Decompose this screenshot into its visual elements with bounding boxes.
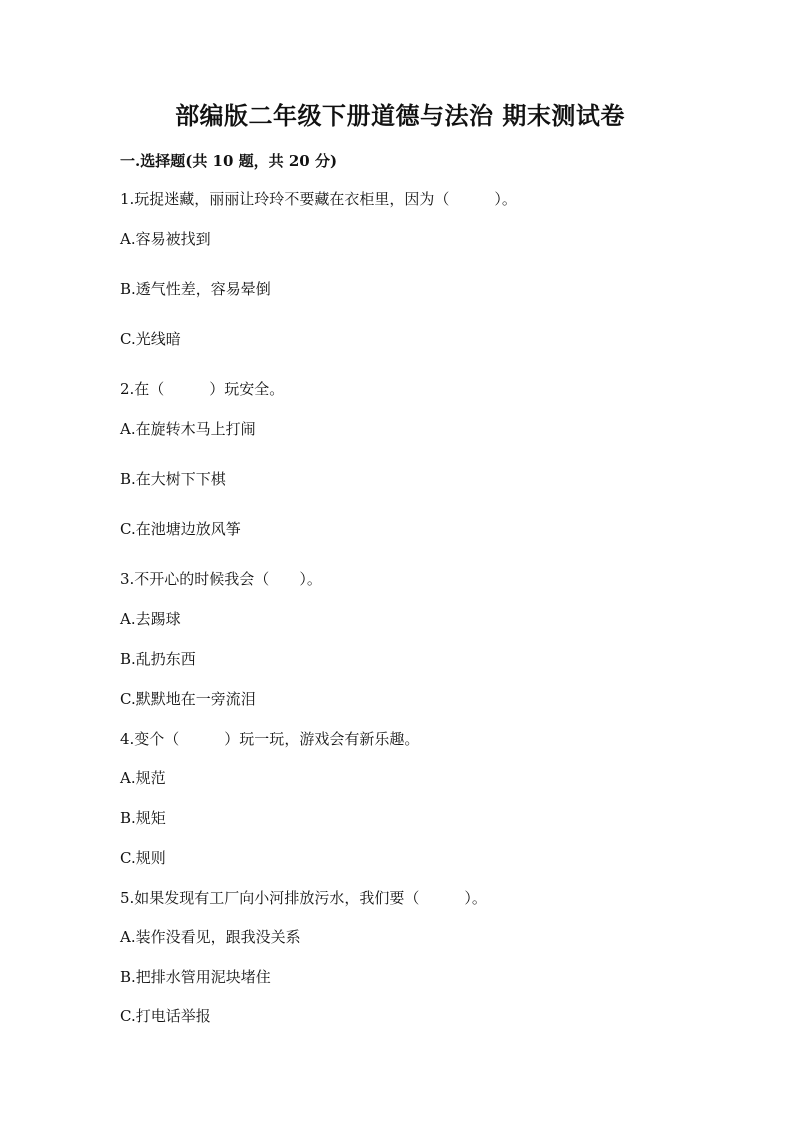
question-1-option-c: C.光线暗 — [120, 330, 181, 348]
question-1-stem: 1.玩捉迷藏，丽丽让玲玲不要藏在衣柜里，因为（ ）。 — [120, 190, 517, 208]
question-4-option-c: C.规则 — [120, 849, 166, 867]
question-2-option-b: B.在大树下下棋 — [120, 470, 226, 488]
page-title: 部编版二年级下册道德与法治 期末测试卷 — [175, 101, 625, 130]
question-5-option-b: B.把排水管用泥块堵住 — [120, 968, 271, 986]
question-2-option-a: A.在旋转木马上打闹 — [120, 420, 256, 438]
question-4-option-a: A.规范 — [120, 769, 166, 787]
question-5-stem: 5.如果发现有工厂向小河排放污水，我们要（ ）。 — [120, 889, 487, 907]
question-4-option-b: B.规矩 — [120, 809, 166, 827]
question-5-option-a: A.装作没看见，跟我没关系 — [120, 928, 301, 946]
question-1-option-a: A.容易被找到 — [120, 230, 211, 248]
question-2-option-c: C.在池塘边放风筝 — [120, 520, 241, 538]
question-3-option-b: B.乱扔东西 — [120, 650, 196, 668]
question-2-stem: 2.在（ ）玩安全。 — [120, 380, 285, 398]
section-heading: 一.选择题(共 10 题，共 20 分) — [120, 152, 338, 170]
question-3-stem: 3.不开心的时候我会（ ）。 — [120, 570, 322, 588]
question-4-stem: 4.变个（ ）玩一玩，游戏会有新乐趣。 — [120, 730, 420, 748]
question-3-option-a: A.去踢球 — [120, 610, 181, 628]
question-3-option-c: C.默默地在一旁流泪 — [120, 690, 256, 708]
question-1-option-b: B.透气性差，容易晕倒 — [120, 280, 271, 298]
question-5-option-c: C.打电话举报 — [120, 1007, 211, 1025]
